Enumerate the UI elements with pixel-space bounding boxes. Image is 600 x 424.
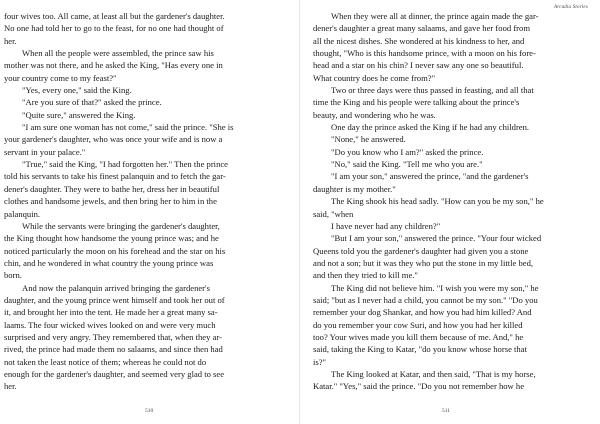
text-line: I have never had any children?" xyxy=(331,220,441,231)
text-line: When they were all at dinner, the prince again made the gar- xyxy=(331,11,539,21)
text-line: daughter is my mother." xyxy=(313,183,396,194)
paragraph xyxy=(4,109,294,121)
text-line: beauty, and wondering who he was. xyxy=(313,109,436,120)
right-page xyxy=(300,0,600,424)
paragraph xyxy=(313,158,596,170)
text-line: servant in your palace." xyxy=(4,146,86,157)
text-line: enough for the gardener's daughter, and seemed very glad to see xyxy=(4,368,225,379)
right-page-body xyxy=(313,10,596,393)
text-line: said; "but as I never had a child, you cannot be my son." "Do you xyxy=(313,294,538,305)
paragraph xyxy=(313,146,596,158)
text-line: clothes and handsome jewels, and then bring her to him in the xyxy=(4,196,217,207)
paragraph xyxy=(4,84,294,96)
text-line: remember your dog Shankar, and how you had him killed? And xyxy=(313,307,532,318)
text-line: One day the prince asked the King if he had any children. xyxy=(331,122,530,133)
text-line: too? Your wives made you kill them because of me. And," he xyxy=(313,331,524,342)
text-line: The King did not believe him. "I wish you were my son," he xyxy=(331,282,539,293)
paragraph xyxy=(4,158,294,220)
paragraph xyxy=(313,282,596,368)
text-line: do you remember your cow Suri, and how you had her killed xyxy=(313,319,523,330)
text-line: "But I am your son," answered the prince. "Your four wicked xyxy=(331,233,542,244)
text-line: palanquin. xyxy=(4,208,41,219)
text-line: "Are you sure of that?" asked the prince. xyxy=(22,97,162,108)
text-line: The King shook his head sadly. "How can you be my son," he xyxy=(331,196,544,207)
text-line: your gardener's daughter, who was once your wife and is now a xyxy=(4,134,223,145)
text-line: "I am your son," answered the prince, "and the gardener's xyxy=(331,171,529,182)
paragraph xyxy=(313,220,596,232)
paragraph xyxy=(313,368,596,393)
text-line: And now the palanquin arrived bringing the gardener's xyxy=(22,282,210,293)
text-line: "Do you know who I am?" asked the prince. xyxy=(331,146,484,157)
text-line: laams. The four wicked wives looked on and were very much xyxy=(4,319,216,330)
text-line: daughter, and the young prince went himself and took her out of xyxy=(4,294,225,305)
paragraph xyxy=(313,195,596,220)
text-line: the King thought how handsome the young prince was; and he xyxy=(4,233,219,244)
paragraph xyxy=(4,47,294,84)
text-line: and then they tried to kill me." xyxy=(313,270,418,281)
text-line: When all the people were assembled, the prince saw his xyxy=(22,48,214,59)
paragraph xyxy=(313,10,596,84)
paragraph xyxy=(313,232,596,281)
running-header-right: Arcadia Stories xyxy=(553,5,588,10)
text-line: thought, "Who is this handsome prince, with a moon on his fore- xyxy=(313,48,536,59)
paragraph xyxy=(4,220,294,282)
text-line: Katar." "Yes," said the prince. "Do you not remember how he xyxy=(313,381,525,392)
text-line: surprised and very angry. They remembered that, when they ar- xyxy=(4,331,222,342)
text-line: her. xyxy=(4,381,17,392)
paragraph xyxy=(313,121,596,133)
text-line: Two or three days were thus passed in feasting, and all that xyxy=(331,85,534,96)
paragraph xyxy=(4,96,294,108)
text-line: mother was not there, and he asked the King, "Has every one in xyxy=(4,60,223,71)
text-line: "None," he answered. xyxy=(331,134,406,145)
left-page-number: 510 xyxy=(145,408,154,414)
text-line: chin, and he wondered in what country the young prince was xyxy=(4,257,214,268)
text-line: your country come to my feast?" xyxy=(4,72,117,83)
text-line: Queens told you the gardener's daughter had given you a stone xyxy=(313,245,529,256)
text-line: born. xyxy=(4,270,22,281)
text-line: "Yes, every one," said the King. xyxy=(22,85,132,96)
text-line: and not a son; but it was they who put the stone in my little bed, xyxy=(313,257,534,268)
text-line: "I am sure one woman has not come," said the prince. "She is xyxy=(22,122,234,133)
text-line: dener's daughter. They were to bathe her, dress her in beautiful xyxy=(4,183,220,194)
text-line: What country does he come from?" xyxy=(313,72,436,83)
text-line: "No," said the King. "Tell me who you are." xyxy=(331,159,483,170)
text-line: "Quite sure," answered the King. xyxy=(22,109,136,120)
text-line: said, "when xyxy=(313,208,354,219)
text-line: told his servants to take his finest palanquin and to fetch the gar- xyxy=(4,171,226,182)
text-line: head and a star on his chin? I never saw any one so beautiful. xyxy=(313,60,524,71)
paragraph xyxy=(313,84,596,121)
text-line: noticed particularly the moon on his forehead and the star on his xyxy=(4,245,226,256)
paragraph xyxy=(313,133,596,145)
text-line: it, and brought her into the tent. He made her a great many sa- xyxy=(4,307,218,318)
text-line: not taken the least notice of them; whereas he could not do xyxy=(4,356,207,367)
text-line: rived, the prince had made them no salaams, and since then had xyxy=(4,344,223,355)
paragraph xyxy=(4,121,294,158)
text-line: is?" xyxy=(313,356,327,367)
right-page-number: 511 xyxy=(442,408,451,414)
text-line: said, taking the King to Katar, "do you know whose horse that xyxy=(313,344,527,355)
text-line: "True," said the King, "I had forgotten her." Then the prince xyxy=(22,159,228,170)
text-line: four wives too. All came, at least all but the gardener's daughter. xyxy=(4,11,225,21)
text-line: her. xyxy=(4,35,17,46)
paragraph xyxy=(4,282,294,393)
text-line: dener's daughter a great many salaams, and gave her food from xyxy=(313,23,531,34)
text-line: The King looked at Katar, and then said, "That is my horse, xyxy=(331,368,536,379)
text-line: No one had told her to go to the feast, for no one had thought of xyxy=(4,23,224,34)
text-line: While the servants were bringing the gardener's daughter, xyxy=(22,220,220,231)
paragraph xyxy=(313,170,596,195)
text-line: all the nicest dishes. She wondered at his kindness to her, and xyxy=(313,35,525,46)
text-line: time the King and his people were talking about the prince's xyxy=(313,97,520,108)
paragraph xyxy=(4,10,294,47)
left-page-body xyxy=(4,10,294,393)
